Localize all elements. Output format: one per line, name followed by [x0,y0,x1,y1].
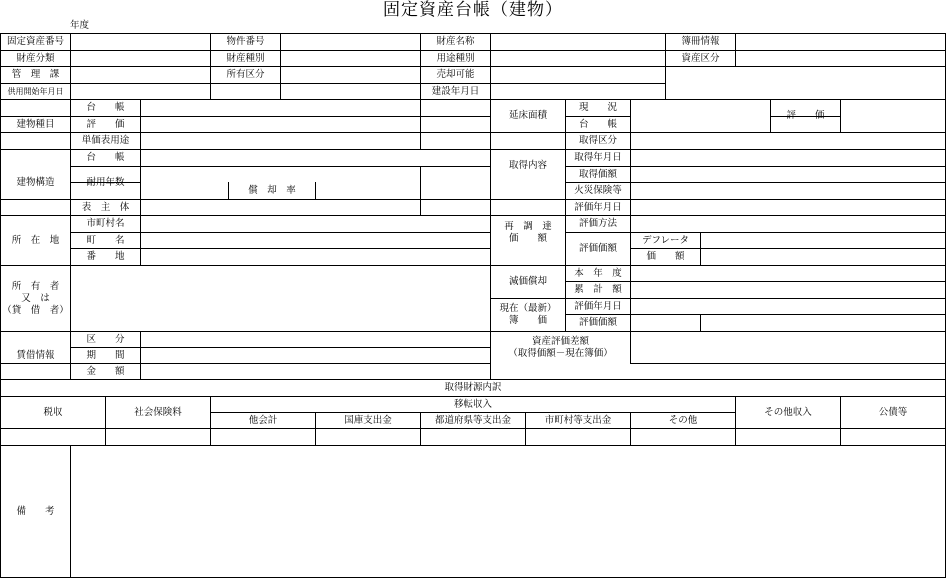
label-shoyusha: 所 有 者 又 は （貸 借 者） [2,280,69,316]
rule-v [140,149,141,216]
label-daicho: 台 帳 [86,102,125,113]
label-genka-shokyaku: 減価償却 [508,276,547,287]
label-kyoyo-kaishi: 供用開始年月日 [7,86,64,96]
year-label: 年度 [70,20,90,31]
rule-v [490,33,491,100]
rule-h [0,215,946,216]
label-cho-mei: 町 名 [86,234,125,246]
label-sonota: その他 [668,414,698,426]
label-deflator: デフレータ [641,234,690,246]
label-zaigen-uchiwake: 取得財源内訳 [444,382,502,393]
rule-v [315,182,316,200]
label-sagaku: 資産評価差額 （取得価額－現在簿価） [508,335,613,359]
label-todofuken-shishutsu: 都道府県等支出金 [434,414,511,426]
rule-v [700,232,701,266]
label-hyoka-nengappi2: 評価年月日 [574,300,622,312]
label-iten-shunyu: 移転収入 [453,398,492,410]
label-zeishu: 税収 [43,406,63,418]
rule-v [735,33,736,67]
label-shutoku-naiyo: 取得内容 [508,160,547,171]
rule-v [140,215,141,266]
label-hyoka-nengappi: 評価年月日 [574,201,622,213]
label-kensetsu-nengappi: 建設年月日 [431,85,480,97]
label-ruikeigaku: 累 計 額 [574,284,622,295]
rule-v [630,99,631,117]
label-daicho: 台 帳 [86,152,125,163]
label-hyoka-kagaku: 評価価額 [578,243,617,254]
rule-v [420,99,421,150]
label-shozaichi: 所 在 地 [11,234,60,246]
label-honnendo: 本 年 度 [574,267,622,279]
label-shoyu-kubun: 所有区分 [226,69,265,80]
label-shakai-hokenryo: 社会保険料 [134,406,182,418]
rule-h [0,445,946,446]
label-shichoson-mei: 市町村名 [86,218,125,229]
label-sai-chotatsu: 再 調 達 価 額 [504,220,552,244]
rule-h [630,363,946,364]
label-yoto-shubetsu: 用途種別 [436,52,475,64]
label-shisan-kubun: 資産区分 [681,52,720,64]
label-zaisan-meisho: 財産名称 [436,36,475,47]
label-kasai-hoken: 火災保険等 [574,185,622,196]
rule-v [700,314,701,332]
label-hyoka: 評 価 [86,118,125,130]
label-tatemono-kozo: 建物構造 [16,176,55,188]
label-hyoshutai: 表 主 体 [81,201,130,213]
rule-v [140,331,141,380]
rule-h [0,199,946,200]
label-taishaku-joho: 賃借情報 [16,349,55,361]
rule-v [140,99,141,150]
label-baikyaku-kano: 売却可能 [436,69,475,80]
rule-h [0,265,946,266]
label-taiyo-nensu: 耐用年数 [86,177,125,188]
rule-v [420,166,421,216]
label-shokyaku-ritsu: 償 却 率 [248,185,296,196]
rule-v [840,99,841,133]
label-ta-kaikei: 他会計 [248,414,278,426]
rule-h [0,83,666,84]
label-shutoku-nengappi: 取得年月日 [574,152,622,163]
label-hyoka-right: 評 価 [786,110,825,121]
rule-h [0,428,946,429]
label-kanri-ka: 管 理 課 [11,69,60,80]
label-genzai-bokka: 現在（最新） 簿 価 [499,303,557,326]
rule-h [0,132,946,133]
rule-v [630,116,631,133]
label-hyoka-kagaku2: 評価価額 [578,317,617,328]
label-daicho2: 台 帳 [578,118,617,130]
rule-v [70,445,71,578]
label-kosai-to: 公債等 [878,406,908,418]
label-tanka-hyo-yoto: 単価表用途 [81,135,130,146]
label-nobeyuka-menseki: 延床面積 [508,110,547,121]
label-kokko-shishutsu: 国庫支出金 [344,414,392,426]
label-kotei-bango: 固定資産番号 [6,36,64,47]
label-banchi: 番 地 [86,251,125,262]
page-title: 固定資産台帳（建物） [383,0,563,20]
rule-h [0,331,946,332]
label-hyoka-hoho: 評価方法 [578,218,617,229]
label-shutoku-kagaku: 取得価額 [578,168,617,180]
label-genkyo: 現 況 [578,102,617,113]
label-tatemono-shumoku: 建物種目 [16,118,55,130]
rule-v [630,265,631,332]
rule-v [280,33,281,100]
label-bosatsu-joho: 簿冊情報 [681,36,720,47]
rule-h [0,149,946,150]
label-kubun: 区 分 [86,333,125,345]
label-biko: 備 考 [16,505,55,517]
label-kagaku: 価 額 [646,251,685,262]
label-shichoson-shishutsu: 市町村等支出金 [544,414,612,426]
label-zaisan-bunrui: 財産分類 [16,52,55,64]
label-bukken-bango: 物件番号 [226,36,265,47]
label-shutoku-kubun: 取得区分 [578,135,617,146]
label-kingaku: 金 額 [86,365,125,377]
label-zaisan-shubetsu: 財産種別 [226,52,265,64]
rule-v [70,33,71,100]
rule-v [630,331,631,364]
label-sonota-shunyu: その他収入 [764,406,812,418]
label-kikan: 期 間 [86,349,125,361]
